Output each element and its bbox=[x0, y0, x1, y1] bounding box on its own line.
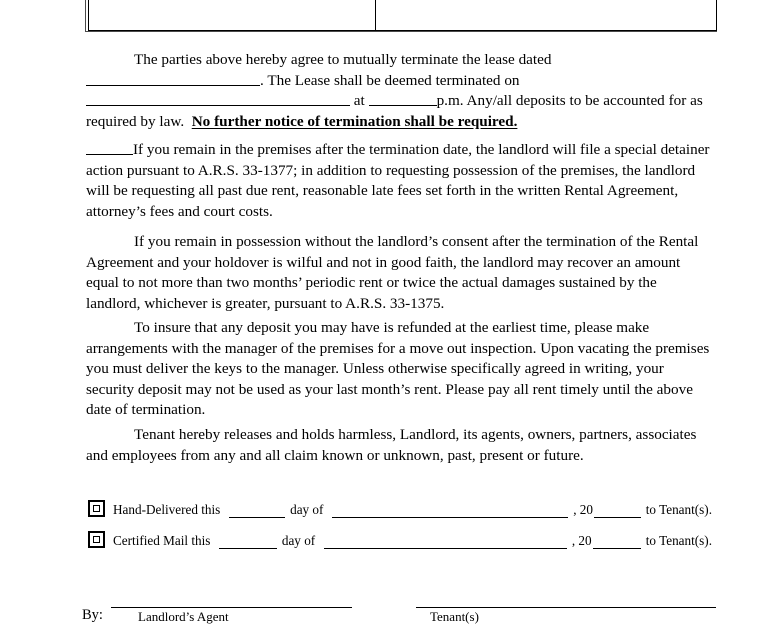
paragraph-special-detainer bbox=[86, 140, 714, 222]
p2-text: If you remain in the premises after the termination date, the landlord will file a special detainer action pursuant to A.R.S. 33-1377; in addition to requesting possession of the premises, the landlord will be requesting all past due rent, reasonable late fees set forth in the written Rental Agreement, attorney’s fees and court costs. bbox=[86, 141, 710, 220]
party-table-cell-right-text bbox=[376, 0, 716, 30]
termination-date-field[interactable] bbox=[86, 91, 350, 106]
checkbox-empty-icon[interactable] bbox=[88, 500, 105, 517]
p1-line2-lead: The Lease shall be deemed terminated on bbox=[267, 71, 520, 89]
paragraph-termination-terms bbox=[86, 50, 714, 132]
checkbox-empty-icon[interactable] bbox=[88, 531, 105, 548]
p1-period: . bbox=[260, 71, 264, 89]
delivery-method-section bbox=[88, 487, 716, 549]
paragraph-release bbox=[86, 425, 714, 466]
termination-clause-block bbox=[86, 50, 714, 132]
delivery-year-prefix-hand: , 20 bbox=[573, 502, 593, 517]
delivery-method-label-certified: Certified Mail this bbox=[113, 533, 211, 548]
signature-col-tenant bbox=[416, 592, 716, 625]
party-table bbox=[88, 0, 717, 31]
p3-text: If you remain in possession without the landlord’s consent after the termination of the Rental Agreement and your holdover is wilful and not in good faith, the landlord may recover an amount equal to not more than two months’ periodic rent or twice the actual damages sustained by the landlord, whichever is greater, pursuant to A.R.S. 33-1375. bbox=[86, 233, 699, 312]
lease-date-field[interactable] bbox=[86, 71, 260, 86]
party-table-cell-left[interactable] bbox=[89, 0, 376, 31]
party-table-cell-right[interactable] bbox=[376, 0, 717, 31]
delivery-recipient-label-certified: to Tenant(s). bbox=[645, 533, 712, 548]
landlord-signature-field[interactable] bbox=[111, 592, 352, 608]
delivery-year-field-certified[interactable] bbox=[593, 537, 641, 549]
by-label: By: bbox=[82, 607, 103, 623]
holdover-block bbox=[86, 232, 714, 314]
signature-col-landlord bbox=[82, 592, 352, 625]
landlord-signature-caption: Landlord’s Agent bbox=[138, 609, 229, 624]
delivery-method-label-hand: Hand-Delivered this bbox=[113, 502, 221, 517]
signature-section bbox=[82, 592, 716, 625]
initials-field-detainer[interactable] bbox=[86, 140, 133, 155]
party-table-cell-left-text bbox=[89, 0, 375, 30]
delivery-month-field-certified[interactable] bbox=[324, 537, 567, 549]
termination-time-field[interactable] bbox=[369, 91, 437, 106]
delivery-recipient-label-hand: to Tenant(s). bbox=[645, 502, 712, 517]
release-block bbox=[86, 425, 714, 466]
tenant-signature-caption: Tenant(s) bbox=[430, 609, 479, 624]
delivery-row-hand-delivered[interactable] bbox=[88, 487, 716, 518]
delivery-row-certified-mail[interactable] bbox=[88, 518, 716, 549]
p5-text: Tenant hereby releases and holds harmless, Landlord, its agents, owners, partners, associates and employees from any and all claim known or unknown, past, present or future. bbox=[86, 426, 697, 464]
deposit-refund-block bbox=[86, 318, 714, 421]
delivery-day-field-certified[interactable] bbox=[219, 537, 276, 549]
delivery-month-field-hand[interactable] bbox=[332, 506, 568, 518]
signature-row bbox=[82, 592, 716, 625]
no-further-notice-emphasis: No further notice of termination shall be required. bbox=[191, 112, 518, 130]
p1-at-label: at bbox=[353, 92, 365, 110]
p1-lead-text: The parties above hereby agree to mutually terminate the lease dated bbox=[134, 51, 552, 68]
p1-pm-label: p.m. bbox=[436, 92, 464, 110]
delivery-year-prefix-certified: , 20 bbox=[571, 533, 592, 548]
p4-text: To insure that any deposit you may have is refunded at the earliest time, please make arrangements with the manager of the premises for a move out inspection. Upon vacating the premises you must deliver the keys to the manager. Unless otherwise specifically agreed in writing, your security deposit may not be used as your last month’s rent. Please pay all rent timely until the above date of termination. bbox=[86, 319, 710, 419]
paragraph-indent bbox=[86, 51, 134, 68]
delivery-dayof-label-certified: day of bbox=[281, 533, 316, 548]
tenant-signature-field[interactable] bbox=[416, 592, 716, 608]
p1-line3-lead: Any/all deposits to be accounted for as required by law. bbox=[86, 92, 703, 130]
paragraph-deposit-refund bbox=[86, 318, 714, 421]
delivery-dayof-label-hand: day of bbox=[290, 502, 324, 517]
table-row bbox=[89, 0, 717, 31]
delivery-day-field-hand[interactable] bbox=[229, 506, 285, 518]
special-detainer-block bbox=[86, 140, 714, 222]
delivery-year-field-hand[interactable] bbox=[594, 506, 641, 518]
paragraph-holdover bbox=[86, 232, 714, 314]
